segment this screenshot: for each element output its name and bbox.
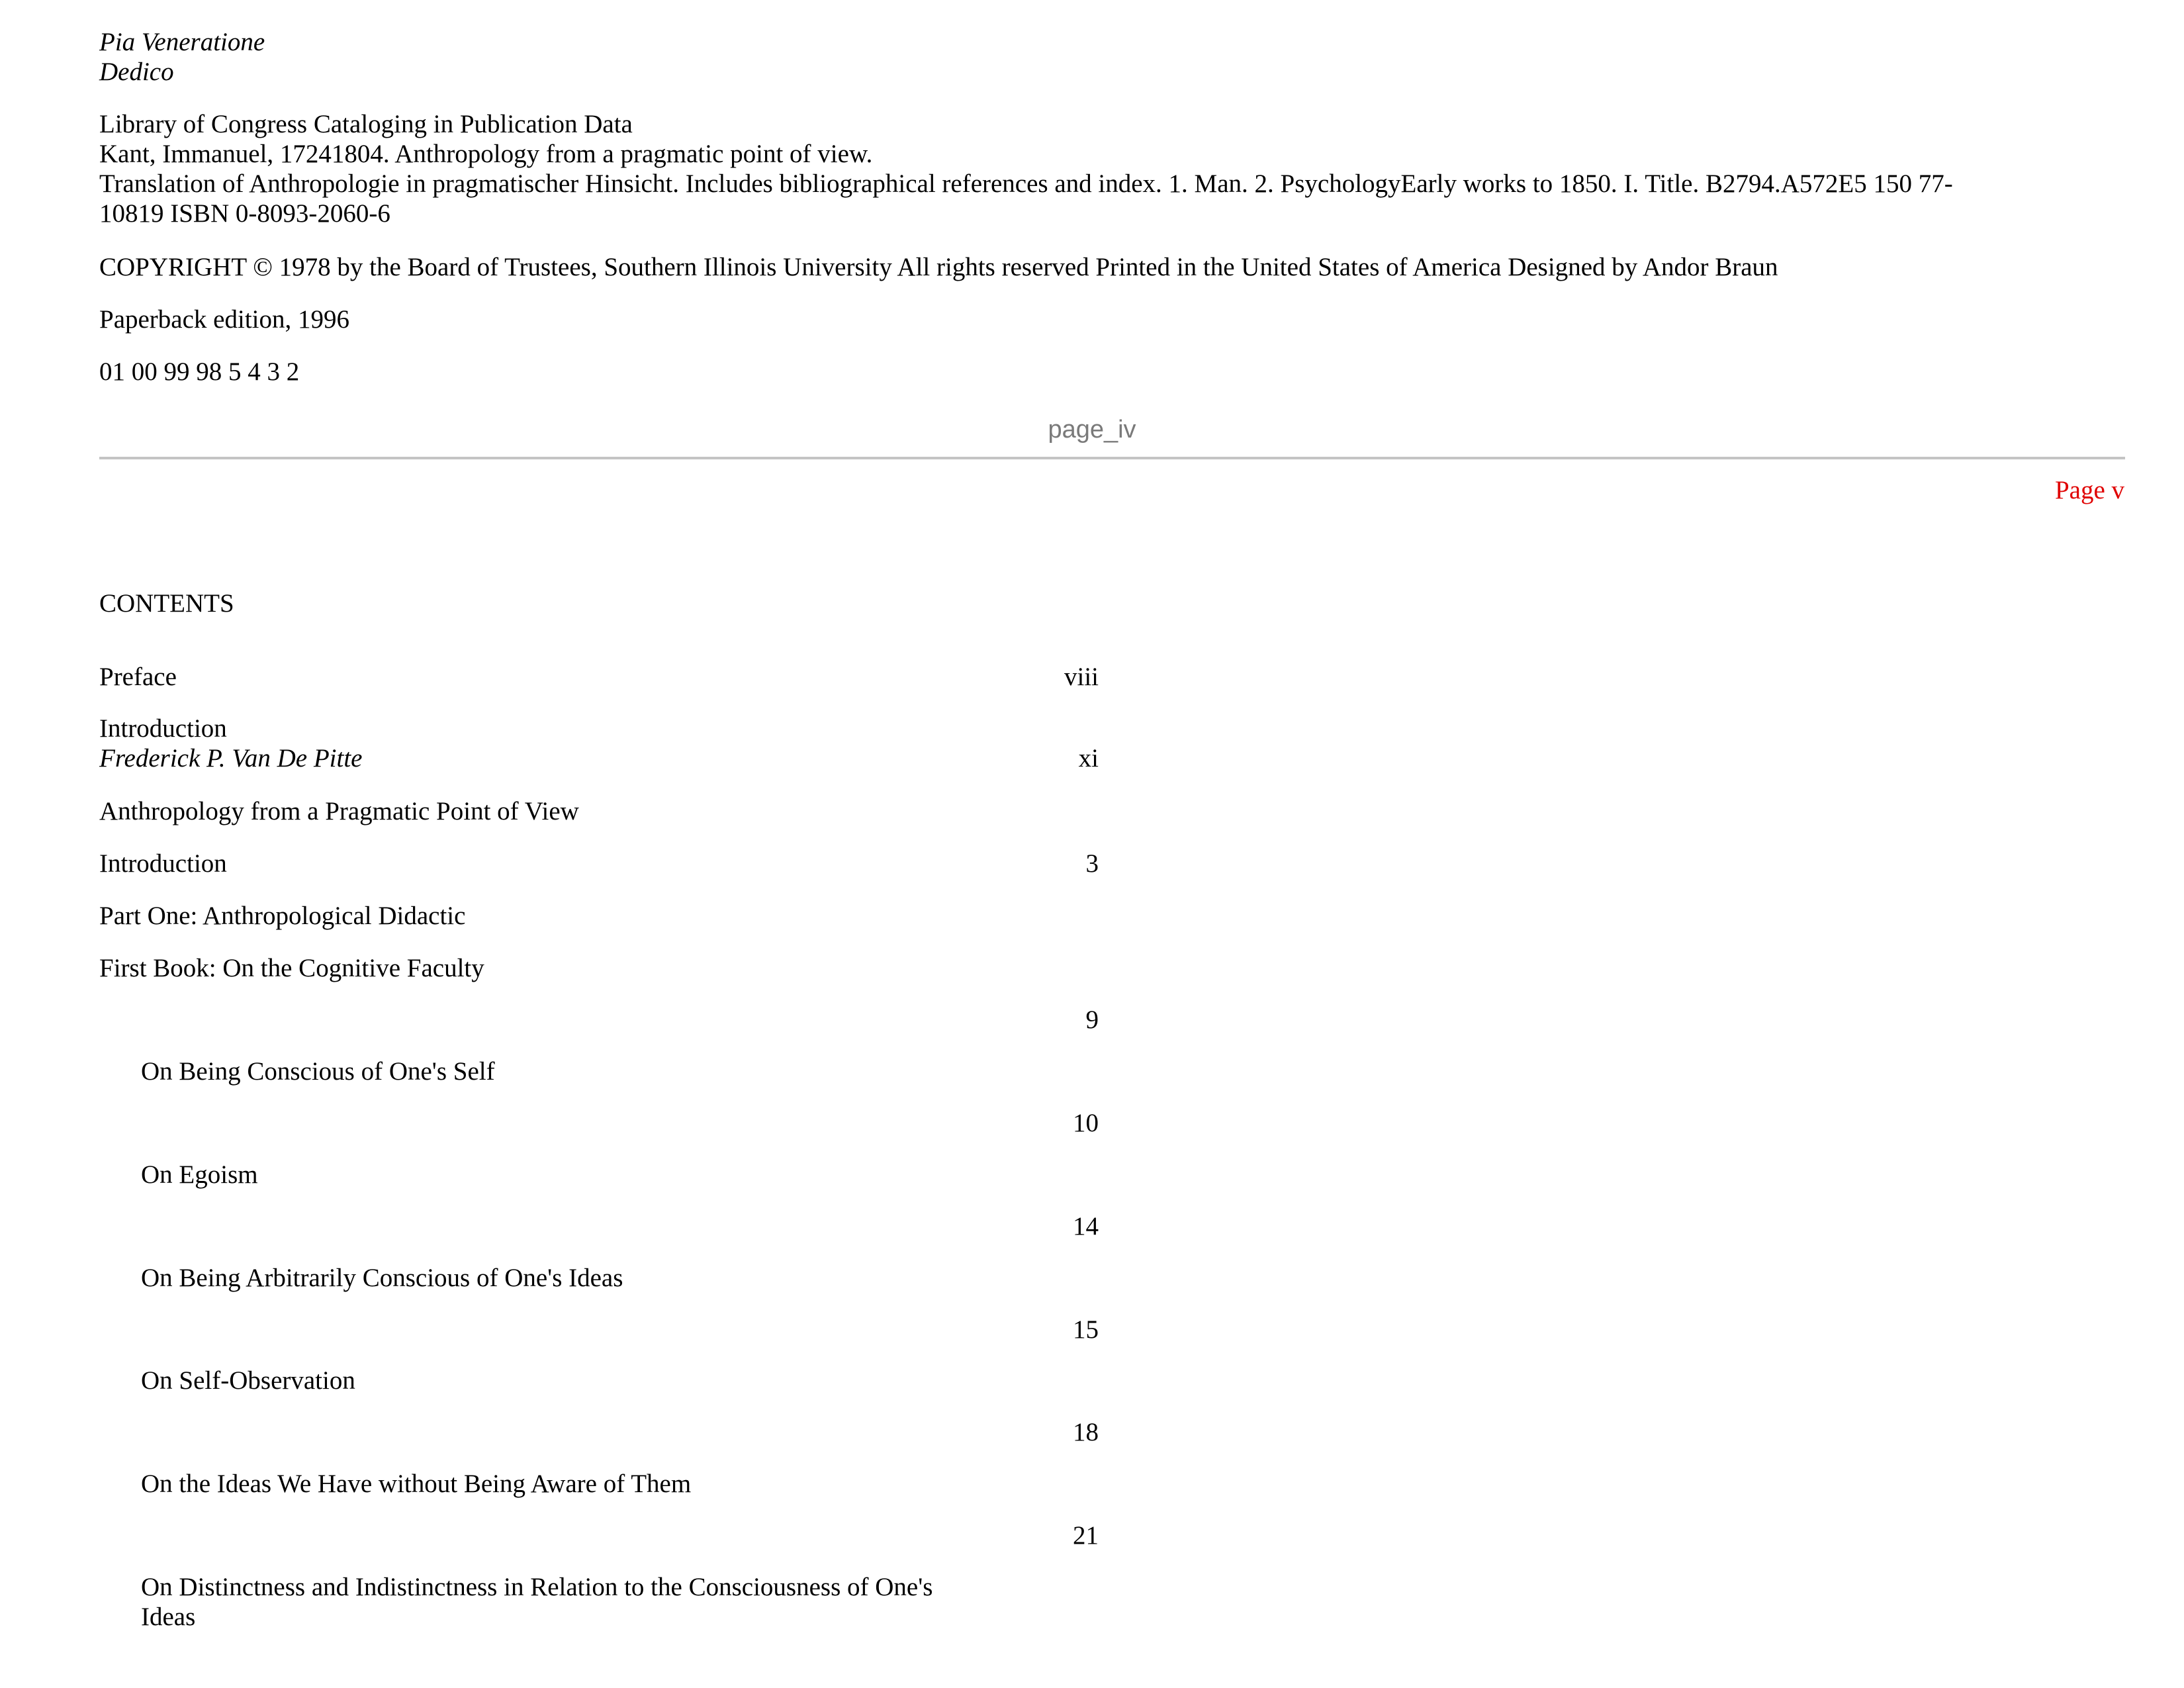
copyright-notice: COPYRIGHT © 1978 by the Board of Trustees, Southern Illinois University All rights reserved Printed in the United States of America Designed by Andor Braun: [99, 253, 1778, 281]
dedication-line-2: Dedico: [99, 58, 174, 86]
page-marker: page_iv: [1048, 416, 1136, 444]
edition-note: Paperback edition, 1996: [99, 305, 349, 334]
toc-title: On Being Arbitrarily Conscious of One's Ideas: [141, 1264, 623, 1292]
toc-page-number: 18: [1073, 1418, 1099, 1446]
dedication-line-1: Pia Veneratione: [99, 28, 265, 56]
toc-page-number: viii: [1064, 663, 1099, 691]
toc-page-number: 21: [1073, 1521, 1099, 1550]
toc-title: On the Ideas We Have without Being Aware of Them: [141, 1470, 692, 1498]
dedication: [99, 27, 265, 87]
cip-entry: Kant, Immanuel, 17241804. Anthropology from a pragmatic point of view.: [99, 140, 873, 168]
toc-page-number: 9: [1085, 1006, 1099, 1034]
toc-title: Introduction: [99, 849, 227, 878]
toc-title: Introduction: [99, 714, 227, 743]
toc-title-block: [99, 714, 362, 773]
toc-title: On Egoism: [141, 1160, 258, 1189]
toc-title: Part One: Anthropological Didactic: [99, 902, 466, 930]
toc-title: Anthropology from a Pragmatic Point of View: [99, 797, 579, 825]
toc-page-number: xi: [1078, 744, 1099, 773]
cip-details-line-2: 10819 ISBN 0-8093-2060-6: [99, 199, 390, 228]
toc-title-line-1: On Distinctness and Indistinctness in Relation to the Consciousness of One's: [141, 1573, 933, 1601]
cip-details-line-1: Translation of Anthropologie in pragmatischer Hinsicht. Includes bibliographical references and index. 1. Man. 2. PsychologyEarly works to 1850. I. Title. B2794.A572E5 150 77-: [99, 169, 1953, 198]
cataloging-data: [99, 109, 2138, 228]
toc-title-line-2: Ideas: [141, 1603, 196, 1631]
cip-heading: Library of Congress Cataloging in Publication Data: [99, 110, 633, 138]
toc-page-number: 15: [1073, 1315, 1099, 1344]
toc-author: Frederick P. Van De Pitte: [99, 744, 363, 773]
toc-page-number: 3: [1085, 849, 1099, 878]
toc-title: First Book: On the Cognitive Faculty: [99, 954, 484, 982]
page-divider: [99, 457, 2125, 459]
page-label-link[interactable]: Page v: [2054, 476, 2124, 504]
printing-line: 01 00 99 98 5 4 3 2: [99, 357, 300, 386]
toc-page-number: 10: [1073, 1109, 1099, 1137]
toc-page-number: 14: [1073, 1212, 1099, 1241]
toc-title-block: [141, 1572, 933, 1632]
toc-title: On Being Conscious of One's Self: [141, 1057, 495, 1086]
toc-title: Preface: [99, 663, 177, 691]
toc-title: On Self-Observation: [141, 1366, 355, 1395]
contents-heading: CONTENTS: [99, 589, 234, 618]
